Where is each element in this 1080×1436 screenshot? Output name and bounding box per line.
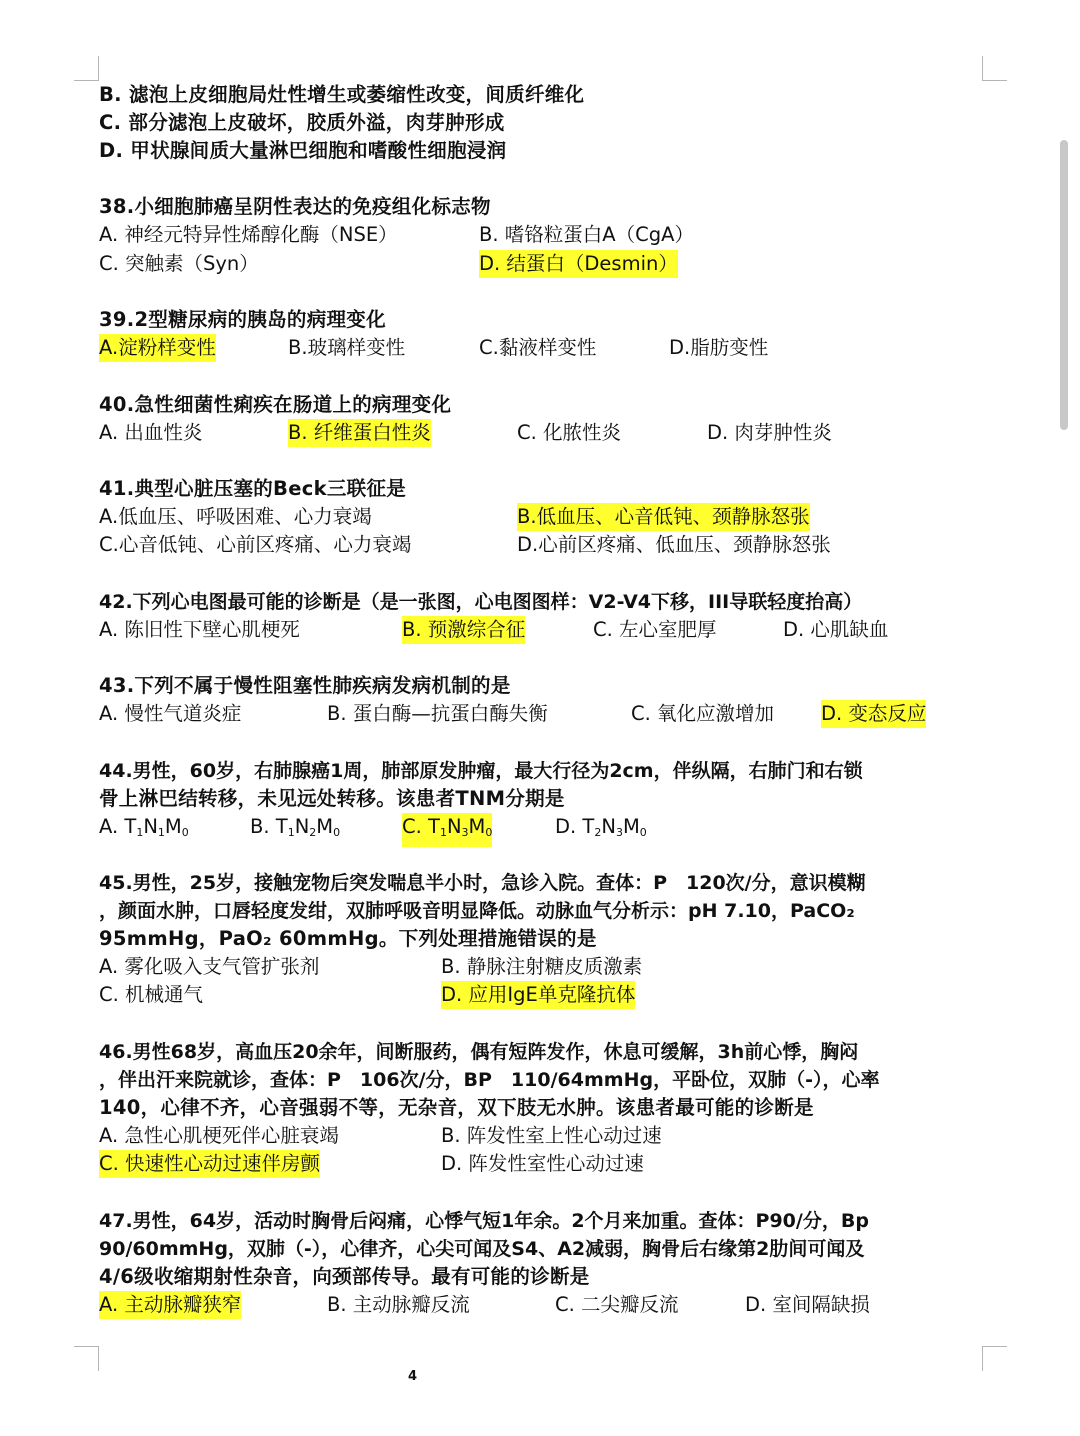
q42-question: 42.下列心电图最可能的诊断是（是一张图，心电图图样：V2-V4下移，III导联轻度抬高） [99, 591, 863, 613]
q45-question-line-2: ，颜面水肿，口唇轻度发绀，双肺呼吸音明显降低。动脉血气分析示：pH 7.10，PaCO₂ [99, 900, 855, 922]
q40-option-a: A. 出血性炎 [99, 421, 203, 444]
q37-option-c: C. 部分滤泡上皮破坏，胶质外溢，肉芽肿形成 [99, 111, 505, 134]
q44-option-a: A. $T_1N_1M_0$ [99, 815, 189, 839]
q46-question-line-1: 46.男性68岁，高血压20余年，间断服药，偶有短阵发作，休息可缓解，3h前心悸，胸闷 [99, 1041, 859, 1063]
q47-question-line-2: 90/60mmHg，双肺（-），心律齐，心尖可闻及S4、A2减弱，胸骨后右缘第2肋间可闻及 [99, 1238, 865, 1260]
page-number: 4 [408, 1369, 418, 1384]
q45-option-c: C. 机械通气 [99, 983, 204, 1006]
q42-option-d: D. 心肌缺血 [783, 618, 889, 641]
q45-option-a: A. 雾化吸入支气管扩张剂 [99, 955, 320, 978]
q40-option-c: C. 化脓性炎 [517, 421, 622, 444]
q39-option-b: B.玻璃样变性 [288, 336, 406, 359]
q43-question: 43.下列不属于慢性阻塞性肺疾病发病机制的是 [99, 674, 511, 697]
crop-mark-top-left [74, 56, 99, 81]
q41-question: 41.典型心脏压塞的Beck三联征是 [99, 477, 407, 500]
q37-option-d: D. 甲状腺间质大量淋巴细胞和嗜酸性细胞浸润 [99, 139, 507, 162]
q45-question-line-1: 45.男性，25岁，接触宠物后突发喘息半小时，急诊入院。查体：P 120次/分，意识模糊 [99, 872, 866, 894]
q38-option-c: C. 突触素（Syn） [99, 252, 259, 275]
q42-option-a: A. 陈旧性下壁心肌梗死 [99, 618, 300, 641]
q38-option-d-answer: D. 结蛋白（Desmin） [479, 250, 678, 278]
q47-question-line-1: 47.男性，64岁，活动时胸骨后闷痛，心悸气短1年余。2个月来加重。查体：P90/分，Bp [99, 1210, 869, 1232]
q44-question-line-2: 骨上淋巴结转移，未见远处转移。该患者TNM分期是 [99, 787, 565, 810]
scrollbar-thumb[interactable] [1060, 140, 1068, 430]
q43-option-a: A. 慢性气道炎症 [99, 702, 242, 725]
q47-option-b: B. 主动脉瓣反流 [327, 1293, 470, 1316]
q45-question-line-3: 95mmHg，PaO₂ 60mmHg。下列处理措施错误的是 [99, 927, 597, 950]
q44-question-line-1: 44.男性，60岁，右肺腺癌1周，肺部原发肿瘤，最大行径为2cm，伴纵隔，右肺门和右锁 [99, 760, 863, 782]
q45-option-b: B. 静脉注射糖皮质激素 [441, 955, 643, 978]
q46-option-d: D. 阵发性室性心动过速 [441, 1152, 644, 1175]
q47-option-a-answer: A. 主动脉瓣狭窄 [99, 1291, 241, 1319]
q46-option-b: B. 阵发性室上性心动过速 [441, 1124, 662, 1147]
q43-option-b: B. 蛋白酶—抗蛋白酶失衡 [327, 702, 548, 725]
q39-option-d: D.脂肪变性 [669, 336, 769, 359]
q39-option-a-answer: A.淀粉样变性 [99, 334, 216, 362]
q47-option-d: D. 室间隔缺损 [745, 1293, 870, 1316]
q43-option-c: C. 氧化应激增加 [631, 702, 775, 725]
q46-question-line-2: ，伴出汗来院就诊，查体：P 106次/分，BP 110/64mmHg，平卧位，双肺（-），心率 [99, 1069, 880, 1091]
q42-option-b-answer: B. 预激综合征 [402, 616, 525, 644]
q40-question: 40.急性细菌性痢疾在肠道上的病理变化 [99, 393, 452, 416]
q44-option-b: B. $T_1N_2M_0$ [250, 815, 341, 839]
q41-option-a: A.低血压、呼吸困难、心力衰竭 [99, 505, 372, 528]
q40-option-b-answer: B. 纤维蛋白性炎 [288, 419, 431, 447]
q39-question: 39.2型糖尿病的胰岛的病理变化 [99, 308, 386, 331]
q41-option-b-answer: B.低血压、心音低钝、颈静脉怒张 [517, 503, 810, 531]
crop-mark-top-right [982, 56, 1007, 81]
q44-option-d: D. $T_2N_3M_0$ [555, 815, 647, 839]
q39-option-c: C.黏液样变性 [479, 336, 597, 359]
crop-mark-bottom-left [74, 1346, 99, 1371]
q44-option-c-answer: C. $T_1N_3M_0$ [402, 813, 492, 847]
q41-option-c: C.心音低钝、心前区疼痛、心力衰竭 [99, 533, 412, 556]
q46-option-c-answer: C. 快速性心动过速伴房颤 [99, 1150, 320, 1178]
q47-option-c: C. 二尖瓣反流 [555, 1293, 679, 1316]
q46-question-line-3: 140，心律不齐，心音强弱不等，无杂音，双下肢无水肿。该患者最可能的诊断是 [99, 1096, 814, 1119]
q42-option-c: C. 左心室肥厚 [593, 618, 717, 641]
q40-option-d: D. 肉芽肿性炎 [707, 421, 832, 444]
q41-option-d: D.心前区疼痛、低血压、颈静脉怒张 [517, 533, 831, 556]
q38-option-b: B. 嗜铬粒蛋白A（CgA） [479, 223, 694, 246]
q38-question: 38.小细胞肺癌呈阴性表达的免疫组化标志物 [99, 195, 491, 218]
crop-mark-bottom-right [982, 1346, 1007, 1371]
q45-option-d-answer: D. 应用IgE单克隆抗体 [441, 981, 635, 1009]
q46-option-a: A. 急性心肌梗死伴心脏衰竭 [99, 1124, 339, 1147]
q43-option-d-answer: D. 变态反应 [821, 700, 926, 728]
q38-option-a: A. 神经元特异性烯醇化酶（NSE） [99, 223, 398, 246]
q37-option-b: B. 滤泡上皮细胞局灶性增生或萎缩性改变，间质纤维化 [99, 83, 585, 106]
q47-question-line-3: 4/6级收缩期射性杂音，向颈部传导。最有可能的诊断是 [99, 1265, 590, 1288]
